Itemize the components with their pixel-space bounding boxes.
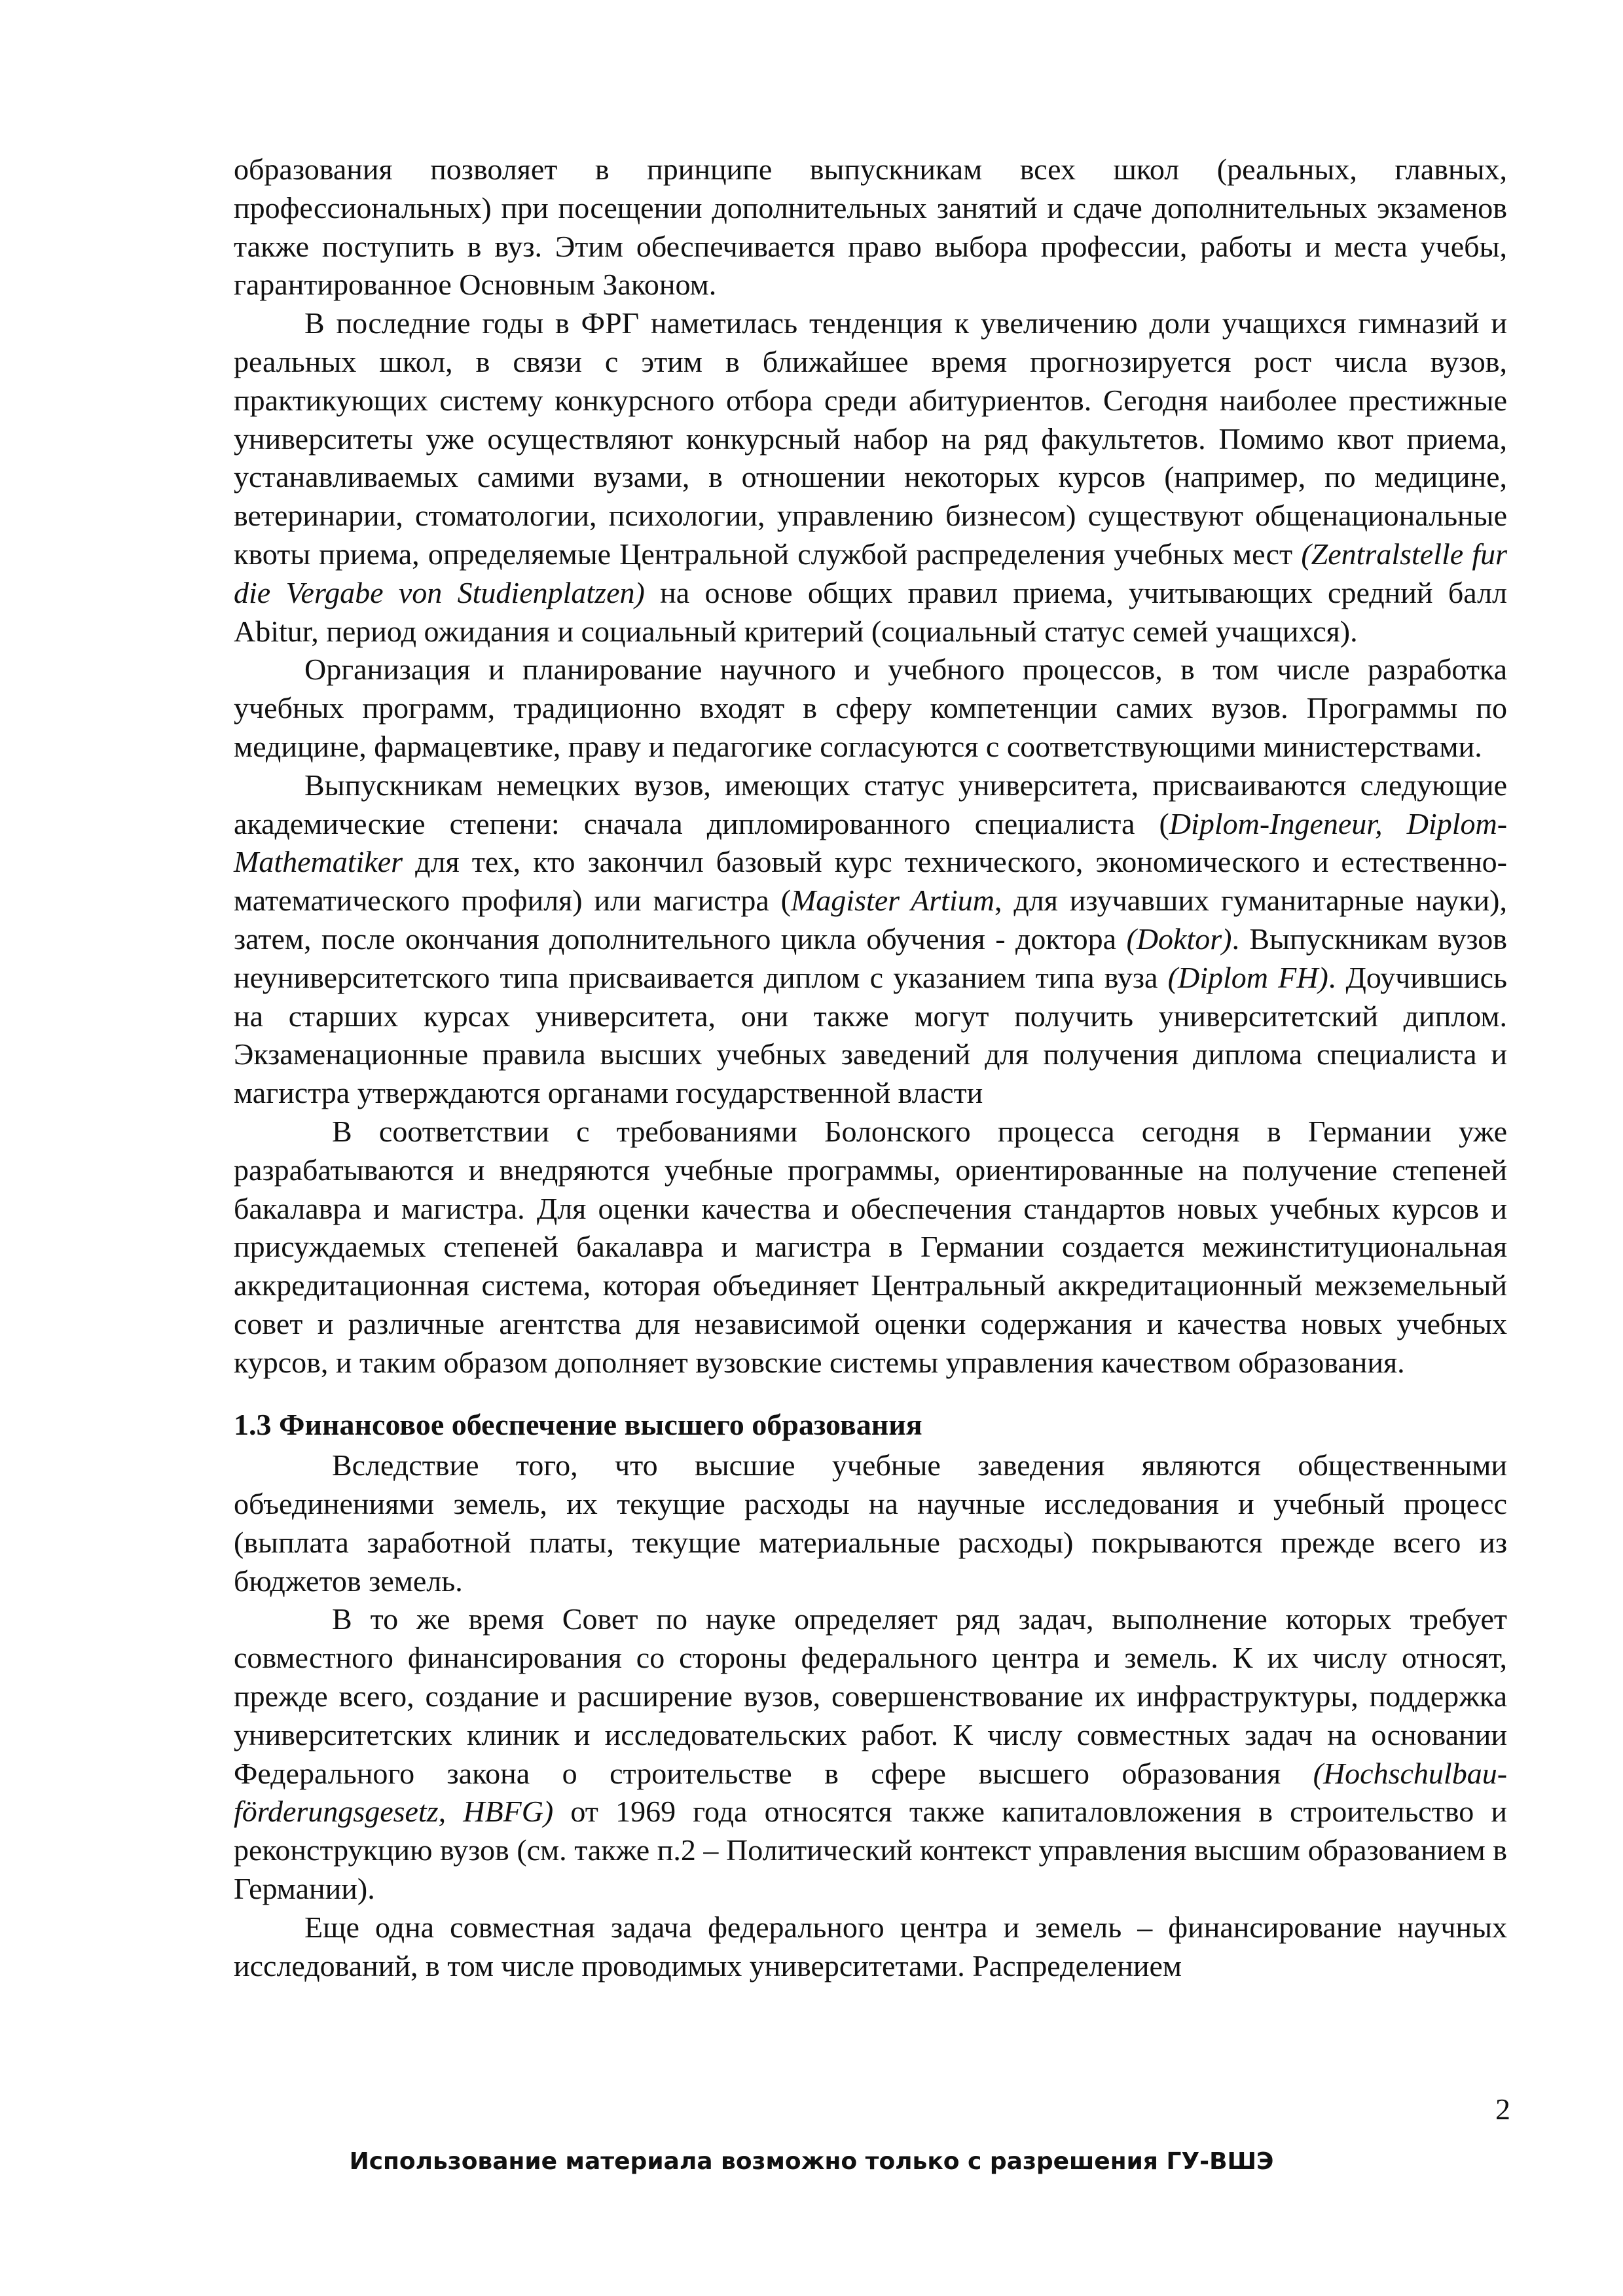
italic-term: Magister Artium (790, 884, 994, 918)
italic-term: (Diplom FH) (1167, 960, 1328, 994)
paragraph-4: Выпускникам немецких вузов, имеющих статус университета, присваиваются следующие академические степени: сначала дипломированного специалиста (Diplom-Ingeneur, Diplom-Mathematiker для тех, кто закончил базовый курс технического, экономического и естественно-математического профиля) или магистра (Magister Artium, для изучавших гуманитарные науки), затем, после окончания дополнительного цикла обучения - доктора (Doktor). Выпускникам вузов неуниверситетского типа присваивается диплом с указанием типа вуза (Diplom FH). Доучившись на старших курсах университета, они также могут получить университетский диплом. Экзаменационные правила высших учебных заведений для получения диплома специалиста и магистра утверждаются органами государственной власти (234, 768, 1508, 1110)
paragraph-1: образования позволяет в принципе выпускникам всех школ (реальных, главных, профессиональных) при посещении дополнительных занятий и сдаче дополнительных экзаменов также поступить в вуз. Этим обеспечивается право выбора профессии, работы и места учебы, гарантированное Основным Законом. (234, 152, 1507, 302)
italic-term: (Zentralstelle fur die Vergabe von Studienplatzen) (234, 537, 1507, 609)
italic-term: Diplom-Ingeneur, Diplom-Mathematiker (234, 806, 1508, 879)
document-body (234, 151, 1507, 1985)
paragraph-6: Вследствие того, что высшие учебные заведения являются общественными объединениями земель, их текущие расходы на научные исследования и учебный процесс (выплата заработной платы, текущие материальные расходы) покрываются прежде всего из бюджетов земель. (234, 1448, 1507, 1598)
paragraph-7: В то же время Совет по науке определяет ряд задач, выполнение которых требует совместного финансирования со стороны федерального центра и земель. К их числу относят, прежде всего, создание и расширение вузов, совершенствование их инфраструктуры, поддержка университетских клиник и исследовательских работ. К числу совместных задач на основании Федерального закона о строительстве в сфере высшего образования (Hochschulbau-förderungsgesetz, HBFG) от 1969 года относятся также капиталовложения в строительство и реконструкцию вузов (см. также п.2 – Политический контекст управления высшим образованием в Германии). (234, 1602, 1508, 1906)
paragraph-8: Еще одна совместная задача федерального центра и земель – финансирование научных исследований, в том числе проводимых университетами. Распределением (234, 1910, 1507, 1982)
paragraph-2: В последние годы в ФРГ наметилась тенденция к увеличению доли учащихся гимназий и реальных школ, в связи с этим в ближайшее время прогнозируется рост числа вузов, практикующих систему конкурсного отбора среди абитуриентов. Сегодня наиболее престижные университеты уже осуществляют конкурсный набор на ряд факультетов. Помимо квот приема, устанавливаемых самими вузами, в отношении некоторых курсов (например, по медицине, ветеринарии, стоматологии, психологии, управлению бизнесом) существуют общенациональные квоты приема, определяемые Центральной службой распределения учебных мест (Zentralstelle fur die Vergabe von Studienplatzen) на основе общих правил приема, учитывающих средний балл Abitur, период ожидания и социальный критерий (социальный статус семей учащихся). (234, 306, 1507, 648)
footer-notice: Использование материала возможно только с разрешения ГУ-ВШЭ (349, 2148, 1274, 2175)
paragraph-5: В соответствии с требованиями Болонского процесса сегодня в Германии уже разрабатываются и внедряются учебные программы, ориентированные на получение степеней бакалавра и магистра. Для оценки качества и обеспечения стандартов новых учебных курсов и присуждаемых степеней бакалавра и магистра в Германии создается межинституциональная аккредитационная система, которая объединяет Центральный аккредитационный межземельный совет и различные агентства для независимой оценки содержания и качества новых учебных курсов, и таким образом дополняет вузовские системы управления качеством образования. (234, 1114, 1507, 1379)
italic-term: (Doktor) (1126, 922, 1232, 956)
paragraph-3: Организация и планирование научного и учебного процессов, в том числе разработка учебных программ, традиционно входят в сферу компетенции самих вузов. Программы по медицине, фармацевтике, праву и педагогике согласуются с соответствующими министерствами. (234, 653, 1507, 763)
page-number: 2 (1495, 2092, 1510, 2126)
italic-term: (Hochschulbau-förderungsgesetz, HBFG) (234, 1756, 1508, 1829)
section-heading: 1.3 Финансовое обеспечение высшего образования (234, 1407, 922, 1441)
